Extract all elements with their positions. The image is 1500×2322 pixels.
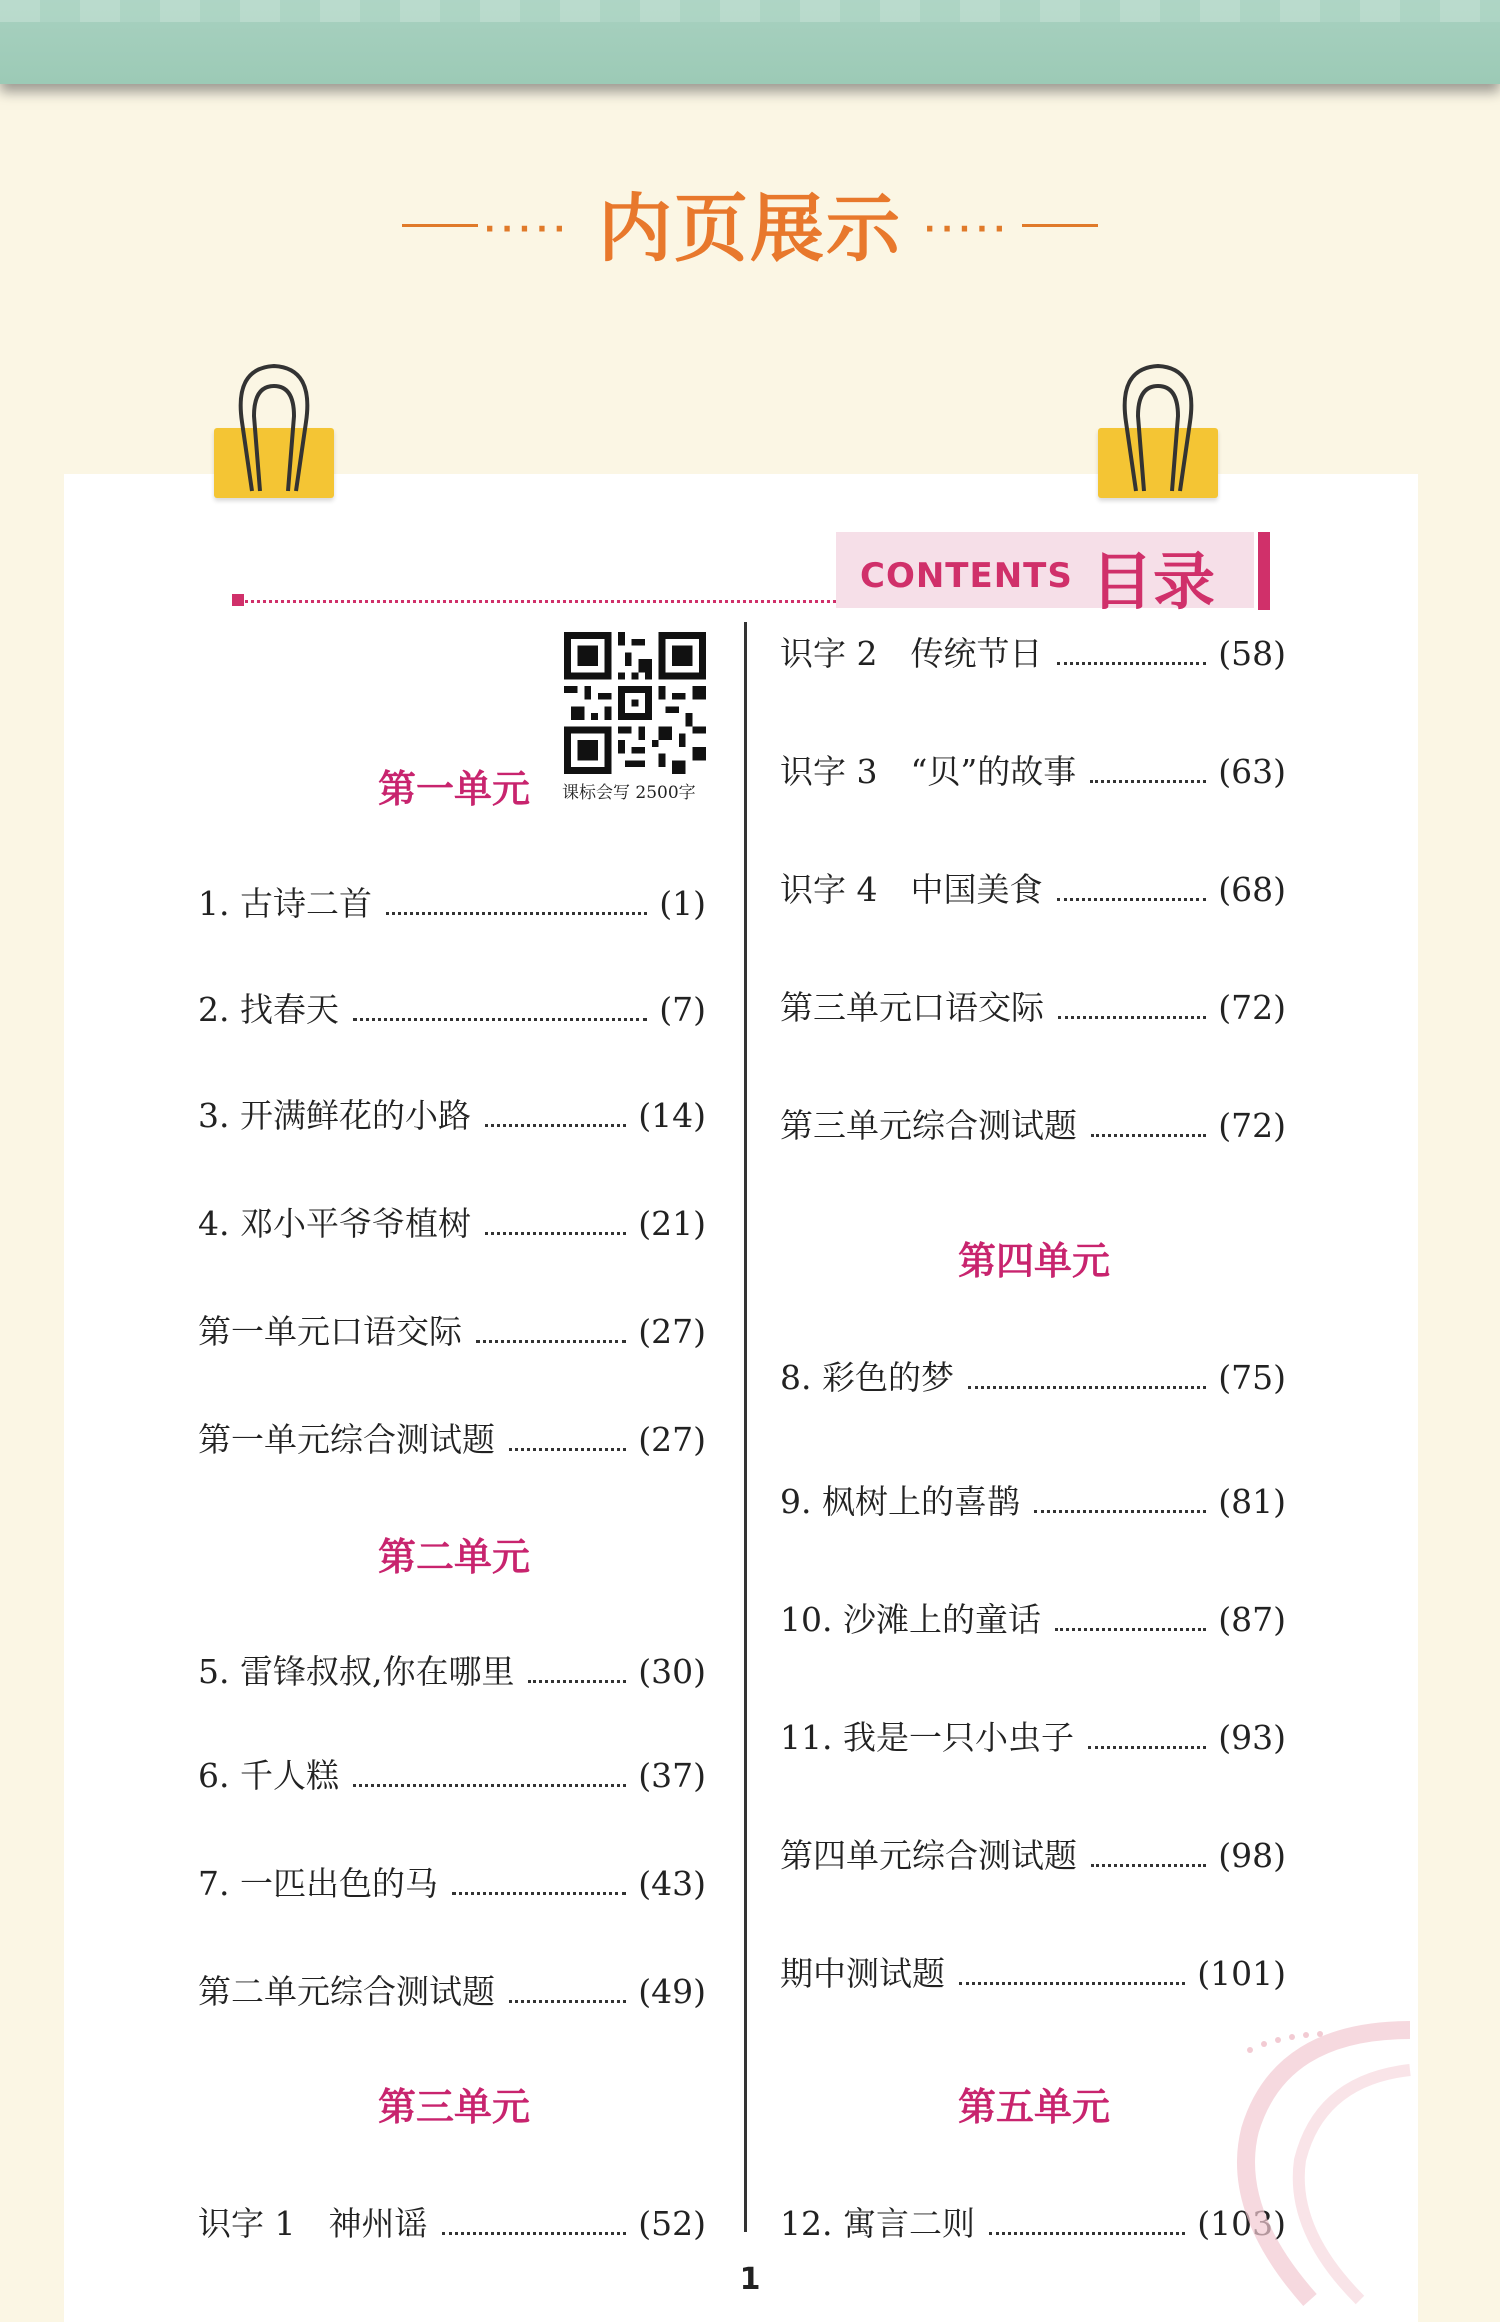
dot-leader xyxy=(386,912,647,915)
dot-leader xyxy=(1058,1016,1206,1019)
toc-entry-page: (98) xyxy=(1218,1836,1286,1875)
toc-entry[interactable] xyxy=(198,2198,706,2245)
toc-entry-label: 7. 一匹出色的马 xyxy=(198,1864,438,1903)
toc-entry[interactable] xyxy=(198,1090,706,1137)
toc-entry[interactable] xyxy=(780,1948,1286,1995)
dot-leader xyxy=(968,1386,1206,1389)
toc-entry-label: 11. 我是一只小虫子 xyxy=(780,1718,1074,1757)
toc-entry-label: 2. 找春天 xyxy=(198,990,339,1029)
toc-entry-label: 第二单元综合测试题 xyxy=(198,1972,495,2011)
heading-right-line xyxy=(1022,224,1098,227)
unit-title-5: 第五单元 xyxy=(957,2085,1110,2129)
toc-entry-page: (87) xyxy=(1218,1600,1286,1639)
qr-caption: 课标会写 2500字 xyxy=(562,783,696,803)
toc-entry-label: 识字 3 “贝”的故事 xyxy=(780,752,1077,791)
toc-entry-page: (49) xyxy=(638,1972,706,2011)
toc-entry-page: (21) xyxy=(638,1204,706,1243)
dot-leader xyxy=(1091,1134,1206,1137)
toc-entry-label: 识字 2 传统节日 xyxy=(780,634,1043,673)
toc-entry-label: 期中测试题 xyxy=(780,1954,945,1993)
dot-leader xyxy=(476,1340,626,1343)
toc-entry-label: 8. 彩色的梦 xyxy=(780,1358,954,1397)
toc-entry-label: 3. 开满鲜花的小路 xyxy=(198,1096,471,1135)
unit-title-2: 第二单元 xyxy=(377,1535,530,1579)
toc-entry[interactable] xyxy=(780,982,1286,1029)
toc-entry[interactable] xyxy=(780,1712,1286,1759)
toc-entry-label: 第三单元综合测试题 xyxy=(780,1106,1077,1145)
toc-entry[interactable] xyxy=(198,1858,706,1905)
toc-entry-page: (93) xyxy=(1218,1718,1286,1757)
dot-leader xyxy=(1057,662,1207,665)
dot-leader xyxy=(509,2000,626,2003)
toc-entry-page: (101) xyxy=(1197,1954,1286,1993)
toc-entry[interactable] xyxy=(780,746,1286,793)
dot-leader xyxy=(1088,1746,1206,1749)
toc-entry-label: 第一单元口语交际 xyxy=(198,1312,462,1351)
qr-code-icon[interactable] xyxy=(564,632,706,774)
toc-entry-label: 第四单元综合测试题 xyxy=(780,1836,1077,1875)
dot-leader xyxy=(1090,780,1206,783)
toc-entry[interactable] xyxy=(198,1750,706,1797)
dot-leader xyxy=(452,1892,626,1895)
dot-leader xyxy=(528,1680,626,1683)
toc-entry[interactable] xyxy=(198,1646,706,1693)
toc-entry-page: (30) xyxy=(638,1652,706,1691)
toc-entry-page: (27) xyxy=(638,1420,706,1459)
banner-pattern xyxy=(0,0,1500,22)
contents-accent-bar xyxy=(1258,532,1270,610)
top-banner xyxy=(0,0,1500,84)
toc-entry[interactable] xyxy=(780,1594,1286,1641)
toc-entry[interactable] xyxy=(198,1414,706,1461)
toc-entry-page: (37) xyxy=(638,1756,706,1795)
page-number: 1 xyxy=(739,2262,761,2297)
toc-entry[interactable] xyxy=(780,864,1286,911)
toc-entry[interactable] xyxy=(780,1830,1286,1877)
dot-leader xyxy=(353,1018,647,1021)
toc-entry-label: 5. 雷锋叔叔,你在哪里 xyxy=(198,1652,515,1691)
toc-entry-page: (72) xyxy=(1218,1106,1286,1145)
toc-entry-page: (63) xyxy=(1218,752,1286,791)
toc-entry-page: (103) xyxy=(1197,2204,1286,2243)
toc-entry-page: (43) xyxy=(638,1864,706,1903)
unit-title-3: 第三单元 xyxy=(377,2085,530,2129)
binder-clip-right xyxy=(1098,356,1218,506)
toc-entry-page: (27) xyxy=(638,1312,706,1351)
dot-leader xyxy=(485,1124,626,1127)
toc-entry-page: (68) xyxy=(1218,870,1286,909)
toc-entry-page: (7) xyxy=(659,990,706,1029)
toc-entry[interactable] xyxy=(198,878,706,925)
toc-entry-label: 10. 沙滩上的童话 xyxy=(780,1600,1041,1639)
contents-header xyxy=(836,532,1254,618)
toc-entry-label: 识字 1 神州谣 xyxy=(198,2204,428,2243)
toc-entry[interactable] xyxy=(780,1100,1286,1147)
toc-entry[interactable] xyxy=(780,1352,1286,1399)
dot-leader xyxy=(1091,1864,1206,1867)
heading-left-dots: ····· xyxy=(484,212,571,247)
dot-leader xyxy=(509,1448,626,1451)
toc-entry-page: (72) xyxy=(1218,988,1286,1027)
toc-entry[interactable] xyxy=(780,628,1286,675)
toc-entry-page: (1) xyxy=(659,884,706,923)
toc-entry-page: (81) xyxy=(1218,1482,1286,1521)
section-heading xyxy=(0,170,1500,270)
toc-entry-label: 6. 千人糕 xyxy=(198,1756,339,1795)
dotted-rule xyxy=(240,600,836,603)
contents-label-en: CONTENTS xyxy=(860,556,1073,596)
toc-entry-label: 第三单元口语交际 xyxy=(780,988,1044,1027)
toc-entry[interactable] xyxy=(198,1966,706,2013)
toc-entry[interactable] xyxy=(198,1306,706,1353)
unit-title-1: 第一单元 xyxy=(377,767,530,811)
toc-entry[interactable] xyxy=(198,1198,706,1245)
heading-right-dots: ····· xyxy=(924,212,1011,247)
toc-entry-label: 1. 古诗二首 xyxy=(198,884,372,923)
contents-label-cn: 目录 xyxy=(1091,545,1216,618)
toc-entry-label: 4. 邓小平爷爷植树 xyxy=(198,1204,471,1243)
toc-entry-label: 第一单元综合测试题 xyxy=(198,1420,495,1459)
binder-clip-left xyxy=(214,356,334,506)
toc-entry-page: (52) xyxy=(638,2204,706,2243)
dot-leader xyxy=(1034,1510,1206,1513)
toc-entry-label: 识字 4 中国美食 xyxy=(780,870,1043,909)
dot-leader xyxy=(1055,1628,1206,1631)
toc-entry-label: 12. 寓言二则 xyxy=(780,2204,975,2243)
toc-entry-page: (58) xyxy=(1218,634,1286,673)
dot-leader xyxy=(353,1784,626,1787)
unit-title-4: 第四单元 xyxy=(957,1239,1110,1283)
dot-leader xyxy=(959,1982,1185,1985)
toc-entry[interactable] xyxy=(198,984,706,1031)
toc-entry-label: 9. 枫树上的喜鹊 xyxy=(780,1482,1020,1521)
toc-entry-page: (14) xyxy=(638,1096,706,1135)
page-title: 内页展示 xyxy=(598,186,902,272)
toc-entry[interactable] xyxy=(780,1476,1286,1523)
dot-leader xyxy=(1057,898,1207,901)
dot-leader xyxy=(485,1232,626,1235)
column-divider xyxy=(744,622,747,2232)
toc-entry-page: (75) xyxy=(1218,1358,1286,1397)
dot-leader xyxy=(442,2232,627,2235)
